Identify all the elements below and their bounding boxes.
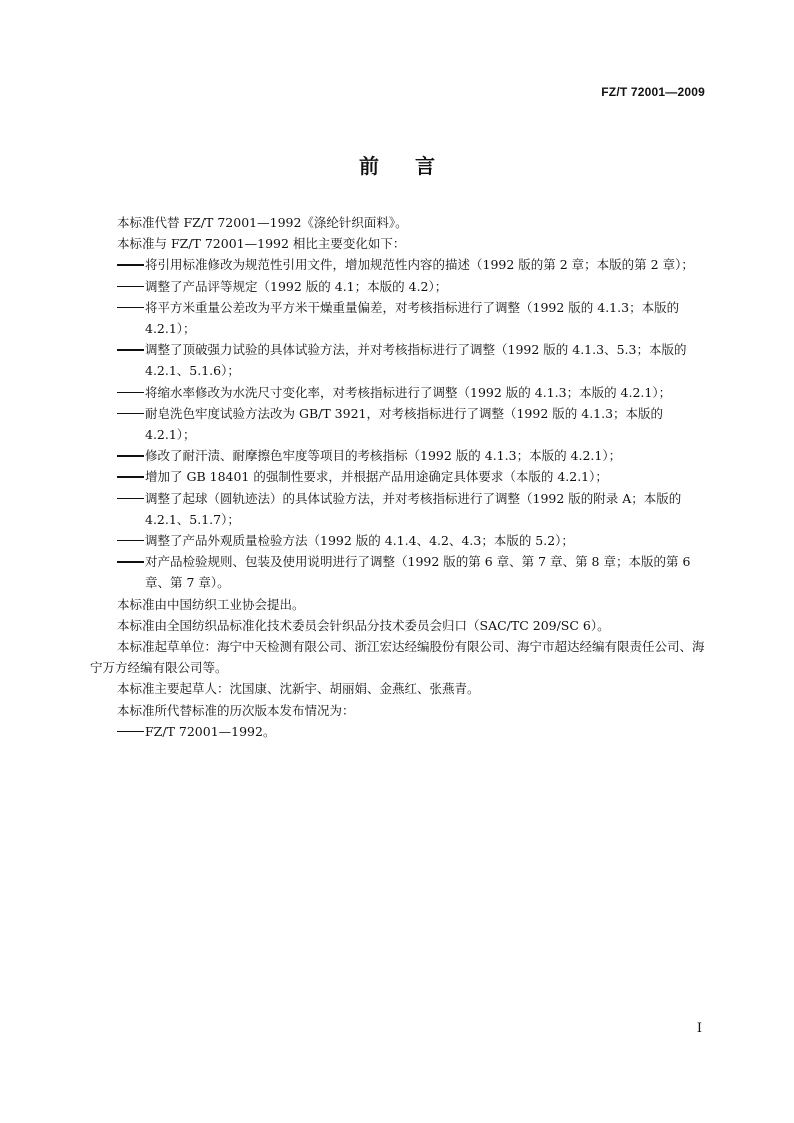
paragraph: 本标准由全国纺织品标准化技术委员会针织品分技术委员会归口（SAC/TC 209/SC 6）。 — [117, 617, 610, 633]
dash-bullet — [117, 307, 144, 308]
dash-bullet — [117, 286, 144, 287]
list-item — [90, 254, 706, 275]
dash-bullet — [117, 561, 144, 562]
dash-bullet — [117, 498, 144, 499]
list-item — [90, 339, 706, 381]
dash-bullet — [117, 392, 144, 393]
dash-bullet — [117, 540, 144, 541]
dash-bullet — [117, 349, 144, 350]
list-item — [90, 382, 706, 403]
list-item-text: 修改了耐汗渍、耐摩擦色牢度等项目的考核指标（1992 版的 4.1.3；本版的 4.2.1）； — [145, 448, 622, 464]
list-item — [90, 721, 706, 742]
list-item — [90, 488, 706, 530]
list-item-text: 调整了产品外观质量检验方法（1992 版的 4.1.4、4.2、4.3；本版的 5.2）； — [145, 533, 574, 549]
paragraph: 本标准所代替标准的历次版本发布情况为： — [117, 702, 355, 718]
dash-bullet — [117, 476, 144, 477]
list-item — [90, 297, 706, 339]
list-item — [90, 445, 706, 466]
foreword-body — [90, 212, 706, 742]
list-item-text: 对产品检验规则、包装及使用说明进行了调整（1992 版的第 6 章、第 7 章、第 8 章；本版的第 6 章、第 7 章）。 — [145, 554, 691, 591]
page-title: 前言 — [359, 154, 471, 178]
list-item-text: 调整了起球（圆轨迹法）的具体试验方法，并对考核指标进行了调整（1992 版的附录 A；本版的 4.2.1、5.1.7）； — [145, 490, 682, 527]
list-item-text: 增加了 GB 18401 的强制性要求，并根据产品用途确定具体要求（本版的 4.2.1）； — [145, 469, 608, 485]
paragraph: 本标准由中国纺织工业协会提出。 — [117, 596, 305, 612]
paragraph: 本标准代替 FZ/T 72001—1992《涤纶针织面料》。 — [117, 215, 408, 230]
list-item-text: 将引用标准修改为规范性引用文件，增加规范性内容的描述（1992 版的第 2 章；本版的第 2 章）； — [145, 257, 694, 273]
list-item — [90, 530, 706, 551]
paragraph: 本标准主要起草人：沈国康、沈新宇、胡丽娟、金燕红、张燕青。 — [117, 681, 480, 697]
paragraph: 本标准起草单位：海宁中天检测有限公司、浙江宏达经编股份有限公司、海宁市超达经编有限责任公司、海宁万方经编有限公司等。 — [90, 639, 705, 676]
list-item-text: 调整了顶破强力试验的具体试验方法，并对考核指标进行了调整（1992 版的 4.1.3、5.3；本版的 4.2.1、5.1.6）； — [145, 342, 687, 379]
list-item-text: 将缩水率修改为水洗尺寸变化率，对考核指标进行了调整（1992 版的 4.1.3；本版的 4.2.1）； — [145, 384, 672, 400]
standard-code: FZ/T 72001—2009 — [601, 85, 705, 99]
dash-bullet — [117, 264, 144, 265]
list-item — [90, 466, 706, 487]
list-item-text: 耐皂洗色牢度试验方法改为 GB/T 3921，对考核指标进行了调整（1992 版的 4.1.3；本版的 4.2.1）； — [145, 405, 664, 443]
page-number: I — [696, 1021, 702, 1036]
dash-bullet — [117, 413, 144, 414]
list-item — [90, 551, 706, 593]
list-item-text: 将平方米重量公差改为平方米干燥重量偏差，对考核指标进行了调整（1992 版的 4.1.3；本版的 4.2.1）； — [145, 299, 680, 337]
dash-bullet — [117, 455, 144, 456]
list-item — [90, 403, 706, 445]
list-item-text: FZ/T 72001—1992。 — [145, 723, 276, 739]
dash-bullet — [117, 731, 144, 732]
paragraph: 本标准与 FZ/T 72001—1992 相比主要变化如下： — [117, 236, 406, 252]
list-item-text: 调整了产品评等规定（1992 版的 4.1；本版的 4.2）； — [145, 278, 448, 294]
list-item — [90, 276, 706, 297]
